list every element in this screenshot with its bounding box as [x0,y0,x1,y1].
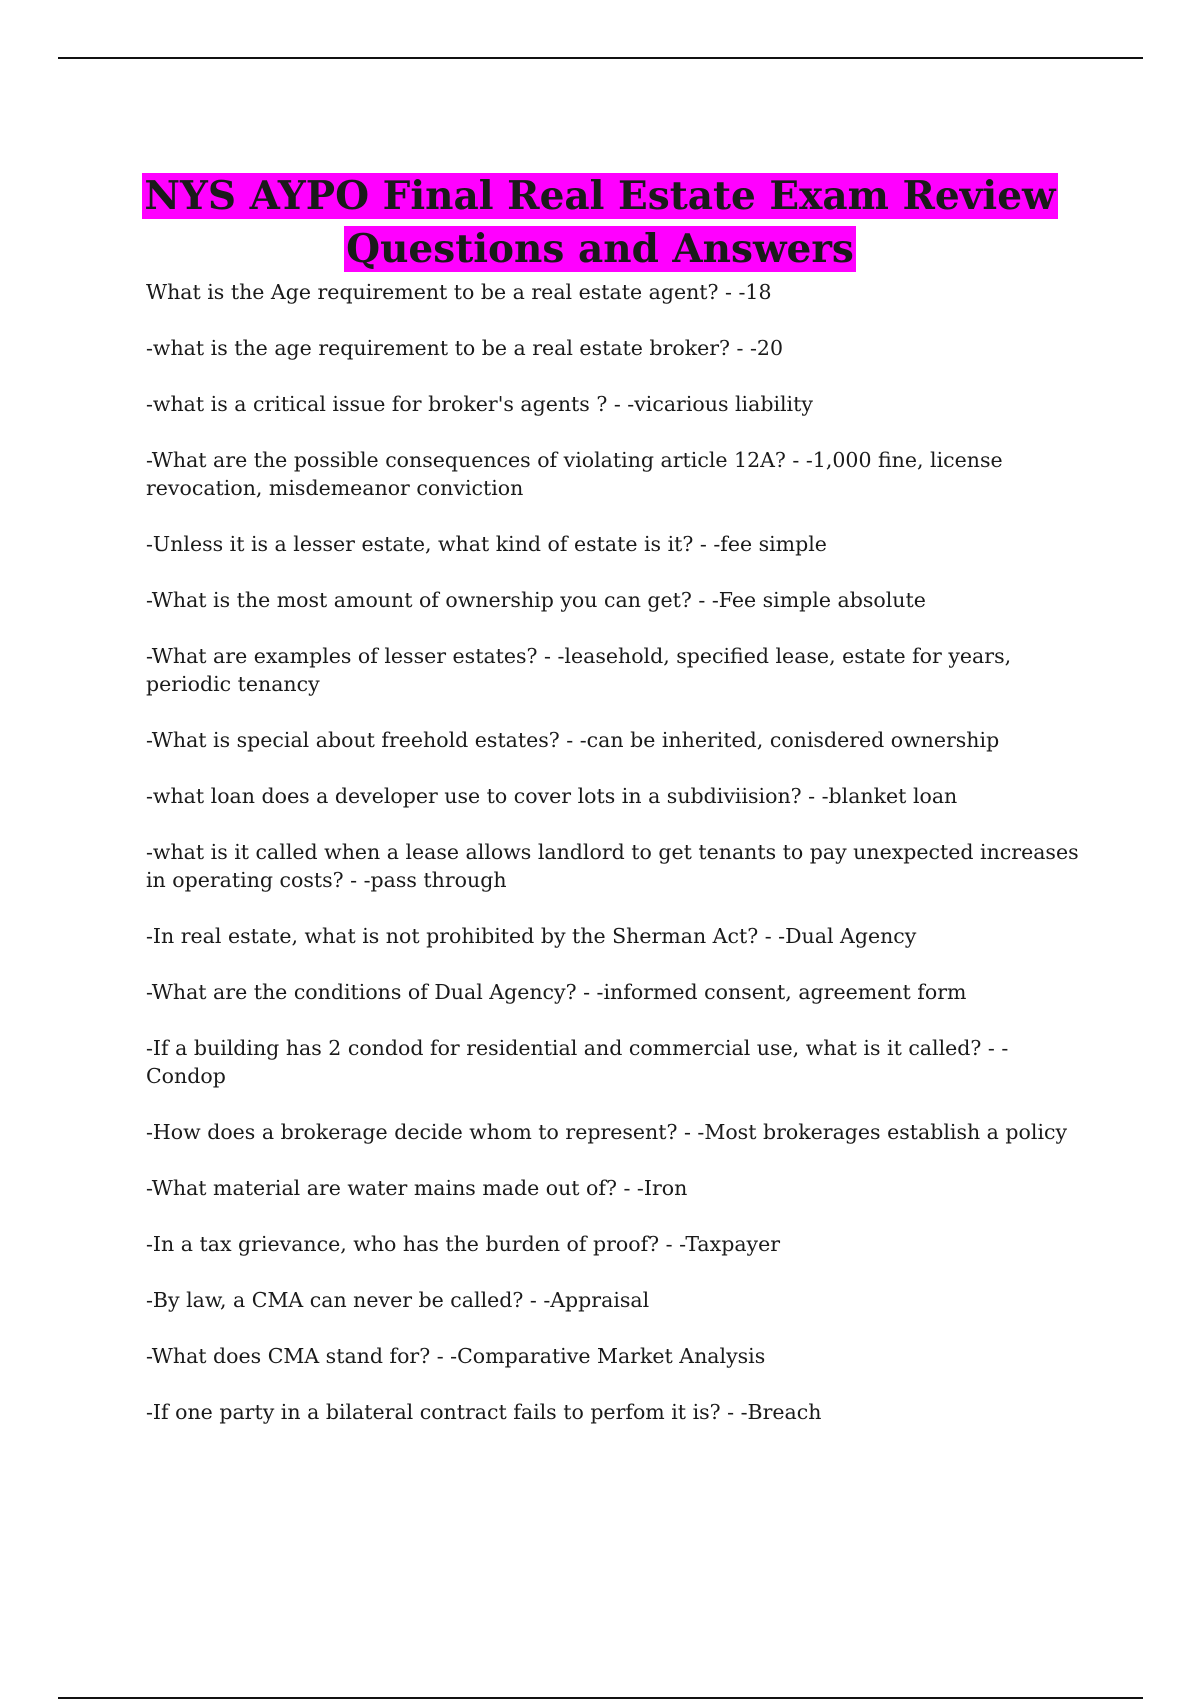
qa-item: -what is it called when a lease allows landlord to get tenants to pay unexpected increases in operating costs? - -pass through [146,840,1079,892]
qa-item: -Unless it is a lesser estate, what kind of estate is it? - -fee simple [146,532,827,556]
qa-item: -what is a critical issue for broker's agents ? - -vicarious liability [146,392,813,416]
qa-item: -How does a brokerage decide whom to represent? - -Most brokerages establish a policy [146,1120,1068,1144]
page-title [0,170,1200,276]
qa-item: -What are examples of lesser estates? - -leasehold, specified lease, estate for years, periodic tenancy [146,644,1012,696]
qa-item: -What does CMA stand for? - -Comparative Market Analysis [146,1344,766,1368]
qa-item: -what loan does a developer use to cover lots in a subdiviision? - -blanket loan [146,784,958,808]
qa-item: What is the Age requirement to be a real estate agent? - -18 [146,280,772,304]
qa-item: -what is the age requirement to be a real estate broker? - -20 [146,336,784,360]
qa-item: -What is special about freehold estates? - -can be inherited, conisdered ownership [146,728,1000,752]
qa-item: -In real estate, what is not prohibited by the Sherman Act? - -Dual Agency [146,924,917,948]
top-rule [58,57,1143,59]
qa-item: -By law, a CMA can never be called? - -Appraisal [146,1288,650,1312]
qa-list [146,278,1086,1454]
qa-item: -In a tax grievance, who has the burden of proof? - -Taxpayer [146,1232,781,1256]
title-line-2: Questions and Answers [346,226,854,273]
qa-item: -What are the conditions of Dual Agency? - -informed consent, agreement form [146,980,967,1004]
bottom-rule [58,1697,1143,1699]
qa-item: -If a building has 2 condod for residential and commercial use, what is it called? - -Condop [146,1036,1009,1088]
qa-item: -What material are water mains made out of? - -Iron [146,1176,688,1200]
qa-item: -What is the most amount of ownership you can get? - -Fee simple absolute [146,588,926,612]
qa-item: -If one party in a bilateral contract fails to perfom it is? - -Breach [146,1400,822,1424]
qa-item: -What are the possible consequences of violating article 12A? - -1,000 fine, license revocation, misdemeanor conviction [146,448,1003,500]
title-line-1: NYS AYPO Final Real Estate Exam Review [144,173,1056,220]
